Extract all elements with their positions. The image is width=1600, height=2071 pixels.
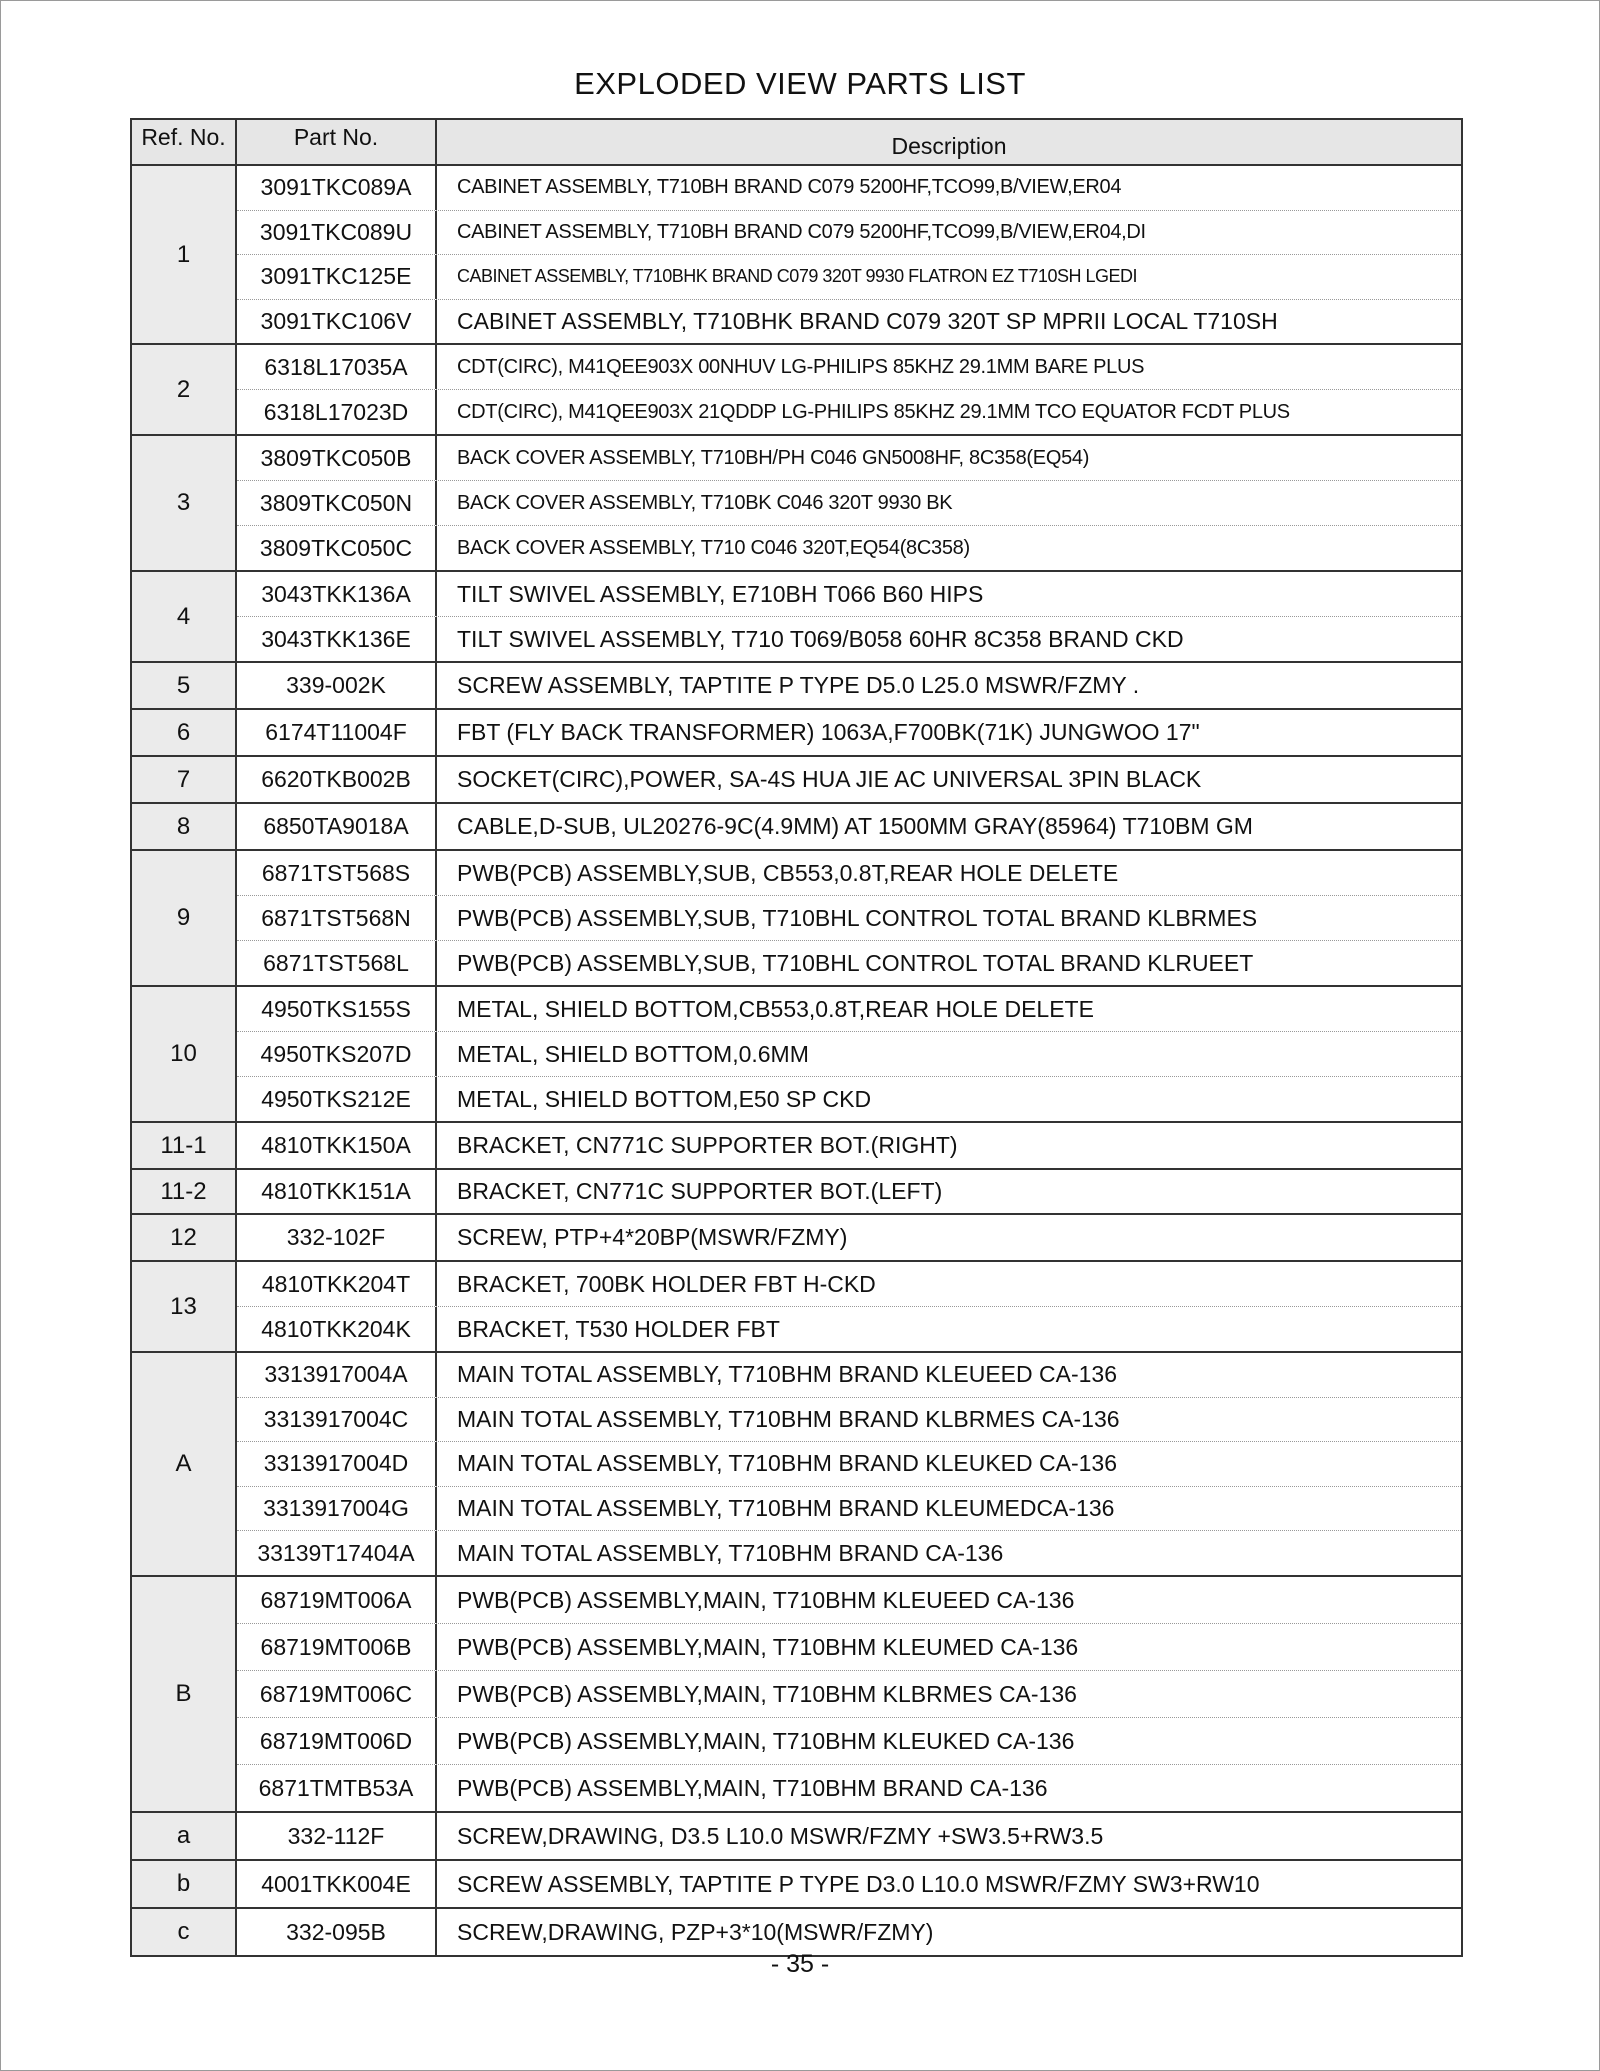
description: BRACKET, CN771C SUPPORTER BOT.(LEFT) [457,1178,943,1204]
ref-number: 9 [132,851,237,985]
table-row [237,526,1461,570]
table-row [237,1624,1461,1671]
description: PWB(PCB) ASSEMBLY,SUB, CB553,0.8T,REAR HOLE DELETE [457,859,1119,886]
description: PWB(PCB) ASSEMBLY,SUB, T710BHL CONTROL TOTAL BRAND KLBRMES [457,904,1258,931]
part-number: 6850TA9018A [237,804,437,849]
table-row [237,390,1461,434]
part-number: 3091TKC125E [237,255,437,299]
ref-number: 12 [132,1215,237,1260]
ref-group [132,1861,1461,1909]
ref-group [132,663,1461,710]
table-row [237,710,1461,755]
ref-number: 1 [132,166,237,343]
ref-number: 11-1 [132,1123,237,1168]
table-row [237,1262,1461,1307]
ref-number: b [132,1861,237,1907]
table-row [237,987,1461,1032]
table-row [237,481,1461,526]
table-row [237,941,1461,985]
part-number: 6871TMTB53A [237,1765,437,1811]
part-number: 6871TST568L [237,941,437,985]
table-row [237,1032,1461,1077]
table-row [237,663,1461,708]
ref-group [132,1262,1461,1353]
part-number: 3313917004C [237,1398,437,1442]
ref-group [132,851,1461,987]
ref-number: 3 [132,436,237,570]
part-number: 6871TST568N [237,896,437,940]
part-number: 4950TKS155S [237,987,437,1031]
part-number: 68719MT006D [237,1718,437,1764]
part-number: 68719MT006C [237,1671,437,1717]
description: PWB(PCB) ASSEMBLY,SUB, T710BHL CONTROL TOTAL BRAND KLRUEET [457,949,1254,976]
part-number: 339-002K [237,663,437,708]
part-number: 4810TKK204T [237,1262,437,1306]
ref-group [132,710,1461,757]
table-row [237,851,1461,896]
ref-group [132,1123,1461,1170]
part-number: 3091TKC106V [237,300,437,344]
part-number: 3043TKK136A [237,572,437,616]
ref-group [132,804,1461,851]
table-row [237,1077,1461,1121]
description: BACK COVER ASSEMBLY, T710BH/PH C046 GN5008HF, 8C358(EQ54) [457,446,1090,469]
page-title: EXPLODED VIEW PARTS LIST [574,66,1026,101]
description: CDT(CIRC), M41QEE903X 21QDDP LG-PHILIPS 85KHZ 29.1MM TCO EQUATOR FCDT PLUS [457,400,1290,423]
description: MAIN TOTAL ASSEMBLY, T710BHM BRAND KLEUMEDCA-136 [457,1495,1115,1522]
description: METAL, SHIELD BOTTOM,CB553,0.8T,REAR HOLE DELETE [457,995,1094,1022]
table-row [237,1353,1461,1398]
table-row [237,617,1461,661]
description: PWB(PCB) ASSEMBLY,MAIN, T710BHM KLBRMES CA-136 [457,1680,1077,1707]
ref-number: B [132,1577,237,1811]
part-number: 3091TKC089A [237,166,437,210]
part-number: 3313917004A [237,1353,437,1397]
table-header [132,120,1461,166]
part-number: 3043TKK136E [237,617,437,661]
part-number: 4810TKK204K [237,1307,437,1351]
part-number: 3809TKC050B [237,436,437,480]
description: METAL, SHIELD BOTTOM,E50 SP CKD [457,1085,872,1112]
ref-number: 11-2 [132,1170,237,1213]
part-number: 3809TKC050C [237,526,437,570]
part-number: 6871TST568S [237,851,437,895]
ref-number: a [132,1813,237,1859]
description: BACK COVER ASSEMBLY, T710BK C046 320T 9930 BK [457,491,953,514]
ref-number: 13 [132,1262,237,1351]
table-row [237,1861,1461,1907]
table-row [237,757,1461,802]
ref-group [132,757,1461,804]
description: MAIN TOTAL ASSEMBLY, T710BHM BRAND CA-136 [457,1539,1004,1566]
ref-number: 10 [132,987,237,1121]
description: METAL, SHIELD BOTTOM,0.6MM [457,1040,809,1067]
ref-number: 6 [132,710,237,755]
part-number: 4810TKK151A [237,1170,437,1213]
part-number: 3091TKC089U [237,211,437,255]
description: PWB(PCB) ASSEMBLY,MAIN, T710BHM BRAND CA-136 [457,1774,1048,1801]
table-row [237,1398,1461,1443]
part-number: 33139T17404A [237,1531,437,1575]
parts-table [130,118,1463,1957]
description: PWB(PCB) ASSEMBLY,MAIN, T710BHM KLEUMED CA-136 [457,1633,1079,1660]
part-number: 3809TKC050N [237,481,437,525]
description: BRACKET, 700BK HOLDER FBT H-CKD [457,1270,876,1297]
ref-number: 7 [132,757,237,802]
table-row [237,1671,1461,1718]
table-row [237,1531,1461,1575]
description: CDT(CIRC), M41QEE903X 00NHUV LG-PHILIPS 85KHZ 29.1MM BARE PLUS [457,355,1145,378]
ref-group [132,1813,1461,1861]
part-number: 68719MT006A [237,1577,437,1623]
description: PWB(PCB) ASSEMBLY,MAIN, T710BHM KLEUEED CA-136 [457,1586,1075,1613]
table-row [237,1215,1461,1260]
table-row [237,1909,1461,1955]
description: CABINET ASSEMBLY, T710BH BRAND C079 5200HF,TCO99,B/VIEW,ER04 [457,176,1122,199]
table-row [237,804,1461,849]
table-row [237,166,1461,211]
table-row [237,1487,1461,1532]
part-number: 4950TKS212E [237,1077,437,1121]
table-row [237,300,1461,344]
part-number: 6318L17035A [237,345,437,389]
table-row [237,436,1461,481]
description: CABLE,D-SUB, UL20276-9C(4.9MM) AT 1500MM GRAY(85964) T710BM GM [457,813,1253,839]
ref-group [132,1215,1461,1262]
description: MAIN TOTAL ASSEMBLY, T710BHM BRAND KLEUKED CA-136 [457,1450,1118,1477]
description: SCREW,DRAWING, PZP+3*10(MSWR/FZMY) [457,1918,934,1945]
description: SCREW ASSEMBLY, TAPTITE P TYPE D3.0 L10.0 MSWR/FZMY SW3+RW10 [457,1870,1260,1897]
part-number: 332-112F [237,1813,437,1859]
description: MAIN TOTAL ASSEMBLY, T710BHM BRAND KLEUEED CA-136 [457,1361,1118,1388]
description: MAIN TOTAL ASSEMBLY, T710BHM BRAND KLBRMES CA-136 [457,1405,1120,1432]
description: SCREW,DRAWING, D3.5 L10.0 MSWR/FZMY +SW3.5+RW3.5 [457,1822,1104,1849]
table-row [237,1307,1461,1351]
ref-group [132,1170,1461,1215]
description: BACK COVER ASSEMBLY, T710 C046 320T,EQ54(8C358) [457,536,970,559]
ref-group [132,987,1461,1123]
table-row [237,896,1461,941]
table-row [237,572,1461,617]
part-number: 6620TKB002B [237,757,437,802]
part-number: 6318L17023D [237,390,437,434]
table-row [237,1123,1461,1168]
ref-group [132,1909,1461,1955]
table-row [237,255,1461,300]
description: BRACKET, T530 HOLDER FBT [457,1315,780,1342]
ref-number: 8 [132,804,237,849]
ref-group [132,572,1461,663]
ref-number: 4 [132,572,237,661]
ref-number: 5 [132,663,237,708]
description: CABINET ASSEMBLY, T710BH BRAND C079 5200HF,TCO99,B/VIEW,ER04,DI [457,220,1146,243]
part-number: 4950TKS207D [237,1032,437,1076]
part-number: 3313917004G [237,1487,437,1531]
table-row [237,1442,1461,1487]
description: TILT SWIVEL ASSEMBLY, E710BH T066 B60 HIPS [457,580,984,607]
table-row [237,1813,1461,1859]
ref-group [132,1577,1461,1813]
table-row [237,1765,1461,1811]
header-ref-no: Ref. No. [132,120,237,164]
description: CABINET ASSEMBLY, T710BHK BRAND C079 320T SP MPRII LOCAL T710SH [457,307,1278,334]
table-row [237,1170,1461,1213]
ref-number: 2 [132,345,237,434]
part-number: 332-102F [237,1215,437,1260]
description: SCREW ASSEMBLY, TAPTITE P TYPE D5.0 L25.0 MSWR/FZMY . [457,672,1140,698]
description: TILT SWIVEL ASSEMBLY, T710 T069/B058 60HR 8C358 BRAND CKD [457,625,1184,652]
table-row [237,1718,1461,1765]
description: BRACKET, CN771C SUPPORTER BOT.(RIGHT) [457,1132,958,1158]
description: FBT (FLY BACK TRANSFORMER) 1063A,F700BK(71K) JUNGWOO 17" [457,719,1200,745]
header-description: Description [891,133,1007,159]
description: SOCKET(CIRC),POWER, SA-4S HUA JIE AC UNIVERSAL 3PIN BLACK [457,766,1202,792]
header-part-no: Part No. [237,120,437,164]
table-row [237,345,1461,390]
ref-group [132,1353,1461,1577]
ref-group [132,345,1461,436]
part-number: 332-095B [237,1909,437,1955]
ref-group [132,166,1461,345]
part-number: 4001TKK004E [237,1861,437,1907]
description: PWB(PCB) ASSEMBLY,MAIN, T710BHM KLEUKED CA-136 [457,1727,1075,1754]
part-number: 6174T11004F [237,710,437,755]
part-number: 68719MT006B [237,1624,437,1670]
page-number: - 35 - [770,1950,830,1978]
description: CABINET ASSEMBLY, T710BHK BRAND C079 320T 9930 FLATRON EZ T710SH LGEDI [457,266,1137,287]
table-row [237,1577,1461,1624]
part-number: 4810TKK150A [237,1123,437,1168]
table-row [237,211,1461,256]
ref-group [132,436,1461,572]
description: SCREW, PTP+4*20BP(MSWR/FZMY) [457,1224,848,1250]
ref-number: A [132,1353,237,1575]
part-number: 3313917004D [237,1442,437,1486]
ref-number: c [132,1909,237,1955]
